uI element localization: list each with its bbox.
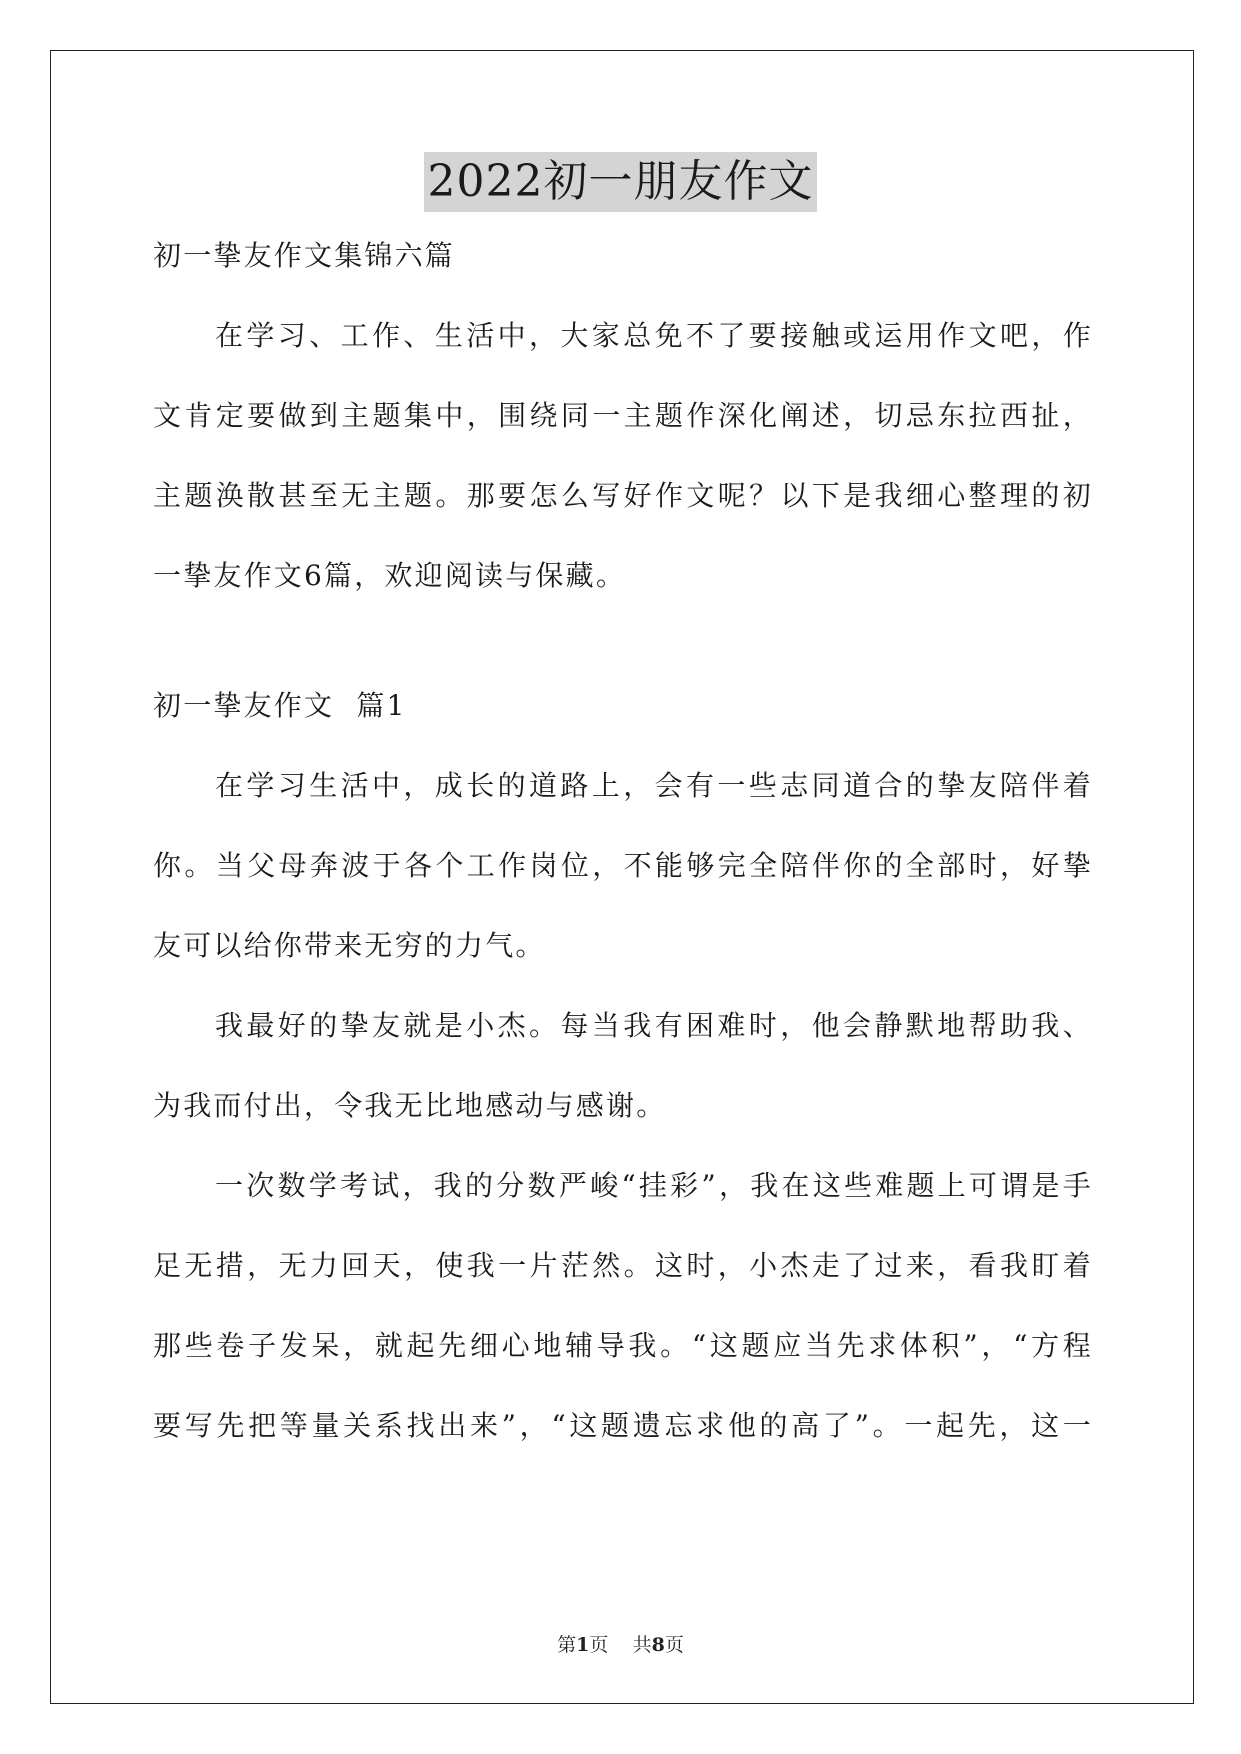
intro-line: 在学习、工作、生活中，大家总免不了要接触或运用作文吧，作 [215, 319, 1093, 352]
page-prefix: 第 [557, 1634, 577, 1656]
total-prefix: 共 [632, 1634, 652, 1656]
intro-line: 主题涣散甚至无主题。那要怎么写好作文呢？以下是我细心整理的初 [153, 479, 1093, 512]
paragraph-line: 一次数学考试，我的分数严峻“挂彩”，我在这些难题上可谓是手 [215, 1169, 1093, 1202]
page-footer [0, 1630, 1241, 1657]
blank-line [153, 632, 1093, 682]
total-suffix: 页 [664, 1634, 684, 1656]
total-pages: 8 [651, 1634, 665, 1656]
intro-line: 文肯定要做到主题集中，围绕同一主题作深化阐述，切忌东拉西扯， [153, 399, 1093, 432]
paragraph-line: 那些卷子发呆，就起先细心地辅导我。“这题应当先求体积”，“方程 [153, 1329, 1093, 1362]
intro-line: 一挚友作文6篇，欢迎阅读与保藏。 [153, 559, 627, 592]
paragraph-line: 在学习生活中，成长的道路上，会有一些志同道合的挚友陪伴着 [215, 769, 1093, 802]
paragraph-line: 我最好的挚友就是小杰。每当我有困难时，他会静默地帮助我、 [215, 1009, 1093, 1042]
paragraph-line: 友可以给你带来无穷的力气。 [153, 929, 546, 962]
document-body [153, 232, 1093, 1482]
document-title: 2022初一朋友作文 [424, 152, 818, 212]
subtitle: 初一挚友作文集锦六篇 [153, 239, 456, 272]
paragraph-line: 你。当父母奔波于各个工作岗位，不能够完全陪伴你的全部时，好挚 [153, 849, 1093, 882]
paragraph-line: 足无措，无力回天，使我一片茫然。这时，小杰走了过来，看我盯着 [153, 1249, 1093, 1282]
page-number: 1 [576, 1634, 590, 1656]
title-container [0, 152, 1241, 212]
paragraph-line: 为我而付出，令我无比地感动与感谢。 [153, 1089, 667, 1122]
page-suffix: 页 [589, 1634, 609, 1656]
section-heading: 初一挚友作文 篇1 [153, 689, 407, 722]
paragraph-line: 要写先把等量关系找出来”，“这题遗忘求他的高了”。一起先，这一 [153, 1409, 1093, 1442]
